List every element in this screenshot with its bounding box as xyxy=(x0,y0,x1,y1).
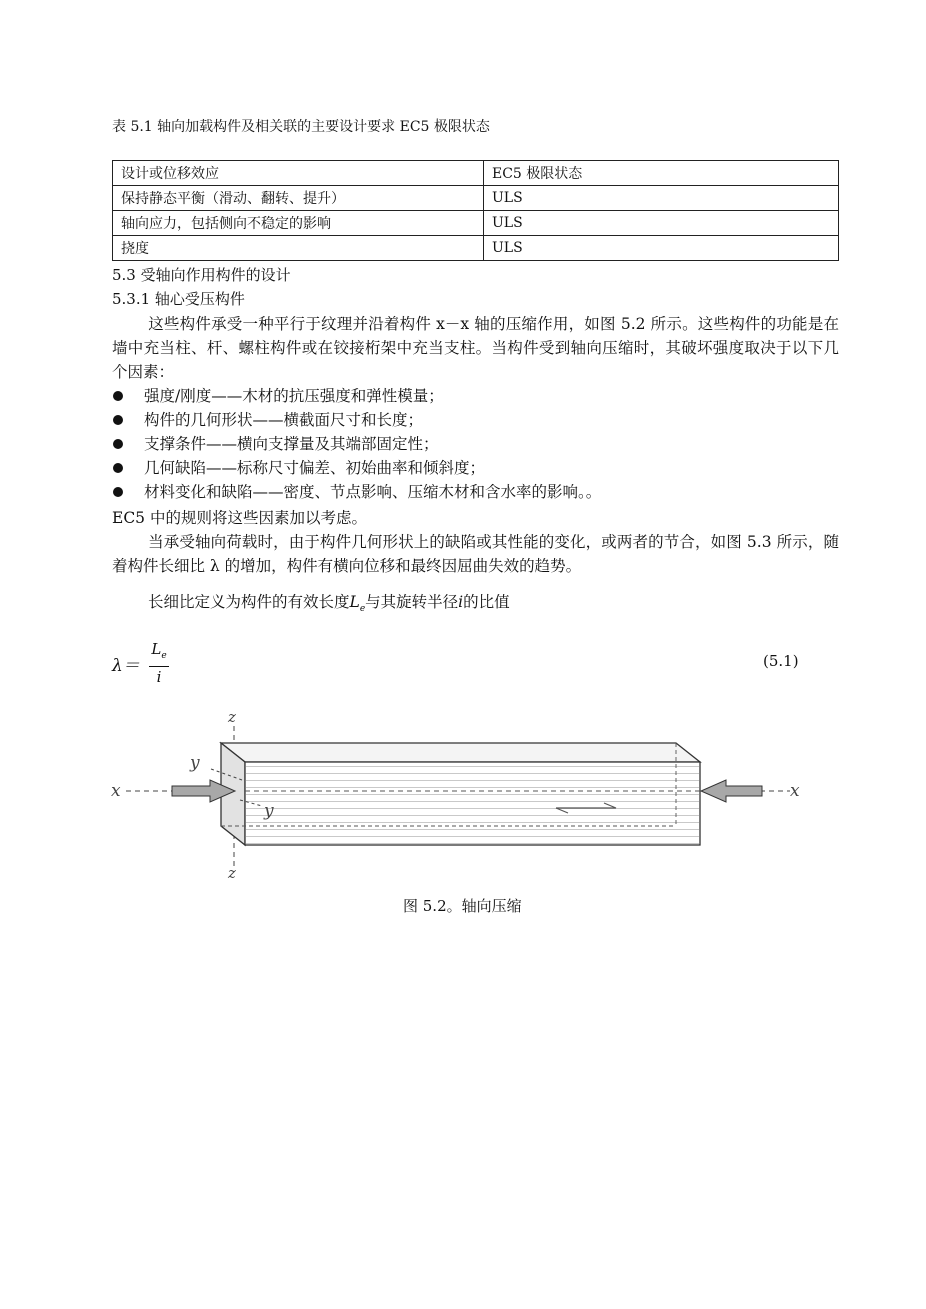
slenderness-text: 的比值 xyxy=(463,593,510,611)
z-axis-label-top: z xyxy=(228,708,236,726)
axial-compression-figure xyxy=(100,700,820,885)
equation-fraction xyxy=(149,640,169,686)
right-compression-arrow xyxy=(701,780,762,802)
table-cell: 保持静态平衡（滑动、翻转、提升） xyxy=(113,186,484,211)
list-item: 强度/刚度——木材的抗压强度和弹性模量； xyxy=(112,384,601,408)
paragraph-buckling xyxy=(112,530,839,578)
numerator-letter: L xyxy=(151,640,162,658)
fraction-bar xyxy=(149,666,169,667)
y-axis-label-bottom: y xyxy=(264,801,274,821)
table-row xyxy=(113,236,839,261)
table-row xyxy=(113,186,839,211)
requirements-table xyxy=(112,160,839,261)
x-axis-label-right: x xyxy=(790,781,800,801)
table-header-cell: 设计或位移效应 xyxy=(113,161,484,186)
figure-caption: 图 5.2。轴向压缩 xyxy=(403,897,522,915)
member-top-face xyxy=(221,743,700,762)
list-item: 支撑条件——横向支撑量及其端部固定性； xyxy=(112,432,601,456)
equation-denominator: i xyxy=(156,668,162,686)
equation-number: (5.1) xyxy=(763,652,799,670)
list-item: 几何缺陷——标称尺寸偏差、初始曲率和倾斜度； xyxy=(112,456,601,480)
list-item: 材料变化和缺陷——密度、节点影响、压缩木材和含水率的影响。。 xyxy=(112,480,601,504)
equation-numerator xyxy=(149,640,169,665)
table-header-cell: EC5 极限状态 xyxy=(484,161,839,186)
y-axis-label-top: y xyxy=(190,753,200,773)
wood-grain xyxy=(246,763,699,844)
subsection-heading: 5.3.1 轴心受压构件 xyxy=(112,290,245,308)
table-cell: 挠度 xyxy=(113,236,484,261)
slenderness-text: 长细比定义为构件的有效长度 xyxy=(148,593,350,611)
paragraph-intro xyxy=(112,312,839,384)
z-axis-label-bottom: z xyxy=(228,864,236,882)
effective-length-subscript: e xyxy=(359,604,366,615)
equation-lhs: λ＝ xyxy=(112,656,140,676)
factor-list xyxy=(112,384,601,504)
table-row xyxy=(113,211,839,236)
table-cell: ULS xyxy=(484,211,839,236)
effective-length-letter: L xyxy=(349,593,360,611)
table-cell: 轴向应力，包括侧向不稳定的影响 xyxy=(113,211,484,236)
radius-symbol: i xyxy=(458,593,464,611)
numerator-subscript: e xyxy=(161,651,167,661)
effective-length-symbol xyxy=(349,593,366,615)
table-cell: ULS xyxy=(484,186,839,211)
paragraph-ec5: EC5 中的规则将这些因素加以考虑。 xyxy=(112,509,367,527)
table-caption: 表 5.1 轴向加载构件及相关联的主要设计要求 EC5 极限状态 xyxy=(112,119,490,135)
paragraph-slenderness xyxy=(112,590,839,621)
paragraph-buckling-text: 当承受轴向荷载时，由于构件几何形状上的缺陷或其性能的变化，或两者的节合，如图 5.3 所示，随着构件长细比 λ 的增加，构件有横向位移和最终因屈曲失效的趋势。 xyxy=(112,533,839,575)
list-item: 构件的几何形状——横截面尺寸和长度； xyxy=(112,408,601,432)
x-axis-label-left: x xyxy=(111,781,121,801)
paragraph-intro-text: 这些构件承受一种平行于纹理并沿着构件 x－x 轴的压缩作用，如图 5.2 所示。这些构件的功能是在墙中充当柱、杆、螺柱构件或在铰接桁架中充当支柱。当构件受到轴向压缩时，其破坏强度取决于以下几个因素： xyxy=(112,315,839,381)
section-heading: 5.3 受轴向作用构件的设计 xyxy=(112,266,291,284)
slenderness-text: 与其旋转半径 xyxy=(365,593,459,611)
table-header-row xyxy=(113,161,839,186)
table-cell: ULS xyxy=(484,236,839,261)
